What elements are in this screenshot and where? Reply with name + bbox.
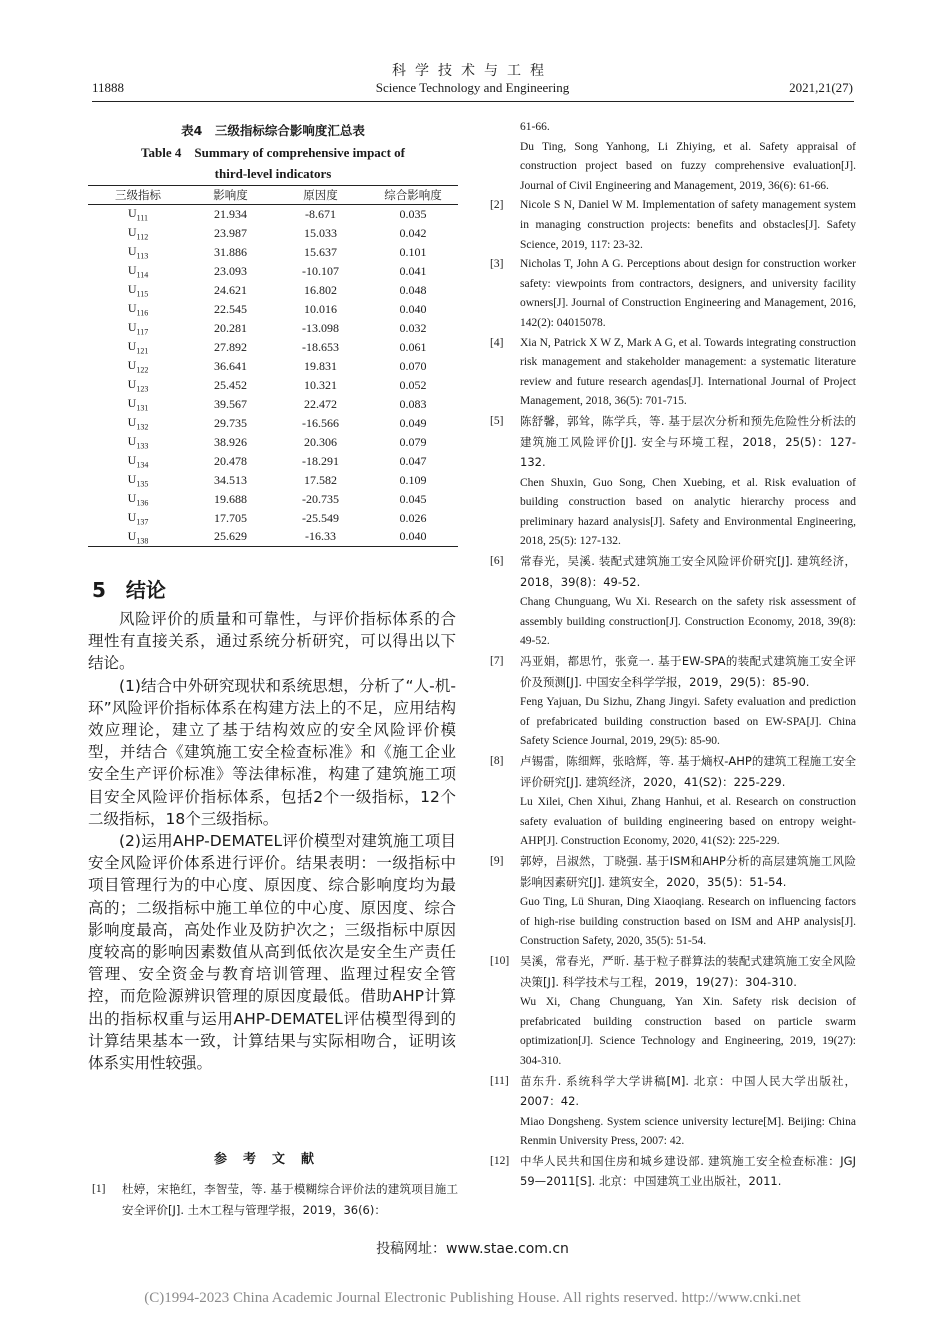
- table-cell: $U_{132}$: [127, 414, 149, 432]
- reference-number: [6]: [490, 555, 504, 568]
- table-cell: $U_{121}$: [127, 338, 149, 356]
- table-cell: 17.582: [304, 472, 337, 487]
- reference-text-zh: 卢锡雷，陈细辉，张晗辉，等. 基于熵权-AHP的建筑工程施工安全评价研究[J]. 建筑经济，2020，41(S2)：225-229.: [520, 754, 856, 789]
- reference-item: [490, 1072, 856, 1152]
- table-cell: 0.040: [368, 528, 458, 547]
- table-cell: 0.035: [399, 206, 427, 221]
- table-row: [88, 528, 458, 547]
- journal-title-zh: 科学技术与工程: [392, 63, 553, 79]
- table-cell: 0.041: [399, 263, 427, 278]
- table-row: [88, 281, 458, 300]
- reference-text-en: Lu Xilei, Chen Xihui, Zhang Hanhui, et al. Research on construction safety evaluation of building engineering based on entropy weight-AHP[J]. Construction Economy, 2020, 41(S2): 225-229.: [520, 796, 856, 848]
- table-row: [88, 490, 458, 509]
- table-cell: $U_{122}$: [127, 357, 149, 375]
- reference-text-en: Chang Chunguang, Wu Xi. Research on the safety risk assessment of assembly building construction[J]. Construction Economy, 2018, 39(8): 49-52.: [520, 596, 856, 648]
- table-cell: $U_{113}$: [127, 243, 149, 261]
- table-cell: 17.705: [214, 510, 247, 525]
- table-cell: $U_{138}$: [88, 528, 188, 547]
- table-cell: $U_{135}$: [127, 471, 149, 489]
- table-cell: 20.281: [214, 320, 247, 335]
- table-cell: $U_{131}$: [127, 395, 149, 413]
- table-row: [88, 395, 458, 414]
- section-title: 结论: [125, 578, 166, 602]
- issue-info: 2021,21(27): [789, 80, 853, 95]
- reference-number: [5]: [490, 414, 504, 427]
- reference-text-zh: 中华人民共和国住房和城乡建设部. 建筑施工安全检查标准：JGJ 59—2011[S]. 北京：中国建筑工业出版社，2011.: [520, 1153, 856, 1189]
- table-cell: 0.045: [399, 491, 427, 506]
- paragraph: (1)结合中外研究现状和系统思想，分析了“人-机-环”风险评价指标体系在构建方法上的不足，应用结构效应理论，建立了基于结构效应的安全风险评价模型，并结合《建筑施工安全检查标准》和《施工企业安全生产评价标准》等法律标准，构建了建筑施工项目安全风险评价指标体系，包括2个一级指标，12个二级指标，18个三级指标。: [88, 676, 456, 828]
- reference-text-zh: 郭婷，吕淑然，丁晓强. 基于ISM和AHP分析的高层建筑施工风险影响因素研究[J]. 建筑安全，2020，35(5)：51-54.: [520, 853, 856, 889]
- table-row: [88, 414, 458, 433]
- reference-text-zh: 杜婷，宋艳红，李智莹，等. 基于模糊综合评价法的建筑项目施工安全评价[J]. 土木工程与管理学报，2019，36(6)：: [122, 1182, 458, 1217]
- table-cell: 25.452: [214, 377, 247, 392]
- table-cell: 34.513: [214, 472, 247, 487]
- table-row: [88, 243, 458, 262]
- references-left-column: [92, 1180, 458, 1221]
- table-cell: $U_{137}$: [127, 509, 149, 527]
- table-cell: 36.641: [214, 358, 247, 373]
- table-row: [88, 452, 458, 471]
- table-cell: 31.886: [214, 244, 247, 259]
- reference-item: [490, 412, 856, 552]
- submission-url: 投稿网址：www.stae.com.cn: [376, 1241, 569, 1257]
- table-cell: -16.566: [302, 415, 339, 430]
- paragraph: 风险评价的质量和可靠性，与评价指标体系的合理性有直接关系，通过系统分析研究，可以得出以下结论。: [88, 610, 456, 673]
- table-cell: 0.070: [399, 358, 427, 373]
- reference-text-en: Nicholas T, John A G. Perceptions about design for construction worker safety: viewpoints from contractors, designers, and university facility owners[J]. Journal of Construction Engineering and Management, 2016, 142(2): 04015078.: [520, 258, 856, 329]
- table-cell: 24.621: [214, 282, 247, 297]
- reference-text-zh: 吴溪，常春光，严昕. 基于粒子群算法的装配式建筑施工安全风险决策[J]. 科学技术与工程，2019，19(27)：304-310.: [520, 953, 856, 989]
- table-cell: 0.048: [399, 282, 427, 297]
- table-cell: $U_{134}$: [127, 452, 149, 470]
- reference-item: [490, 138, 856, 197]
- table-cell: 0.109: [399, 472, 427, 487]
- table-cell: 15.637: [304, 244, 337, 259]
- table-cell: $U_{136}$: [127, 490, 149, 508]
- journal-title-en: Science Technology and Engineering: [375, 80, 570, 95]
- table-cell: -18.653: [302, 339, 339, 354]
- reference-text-zh: 苗东升. 系统科学大学讲稿[M]. 北京：中国人民大学出版社，2007：42.: [520, 1073, 856, 1109]
- reference-text-en: Guo Ting, Lü Shuran, Ding Xiaoqiang. Research on influencing factors of high-rise building construction based on ISM and AHP analysis[J]. Construction Safety, 2020, 35(5): 51-54.: [520, 896, 856, 948]
- table-cell: 27.892: [214, 339, 247, 354]
- table-cell: $U_{114}$: [127, 262, 149, 280]
- table-cell: 0.061: [399, 339, 427, 354]
- table-cell: 39.567: [214, 396, 247, 411]
- references-right-column: [490, 118, 856, 1193]
- reference-number: [2]: [490, 199, 504, 212]
- table-cell: 0.083: [399, 396, 427, 411]
- reference-number: [1]: [92, 1183, 106, 1195]
- table-cell: 10.016: [304, 301, 337, 316]
- table-row: [88, 224, 458, 243]
- reference-item: [490, 652, 856, 752]
- table-row: [88, 338, 458, 357]
- paragraph: (2)运用AHP-DEMATEL评价模型对建筑施工项目安全风险评价体系进行评价。结果表明：一级指标中项目管理行为的中心度、原因度、综合影响度均为最高的；二级指标中施工单位的中心度、原因度、综合影响度最高，高处作业及防护次之；三级指标中原因度较高的影响因素数值从高到低依次是安全生产责任管理、安全资金与教育培训管理、监理过程安全管控，而危险源辨识管理的原因度最低。借助AHP计算出的指标权重与运用AHP-DEMATEL评估模型得到的计算结果基本一致，计算结果与实际相吻合，证明该体系实用性较强。: [88, 832, 456, 1073]
- table-cell: 20.306: [304, 434, 337, 449]
- table-cell: $U_{112}$: [127, 224, 149, 242]
- table-cell: $U_{117}$: [127, 319, 149, 337]
- reference-item: [490, 255, 856, 333]
- table-cell: 0.047: [399, 453, 427, 468]
- reference-text-zh: 陈舒馨，郭耸，陈学兵，等. 基于层次分析和预先危险性分析法的建筑施工风险评价[J]. 安全与环境工程，2018，25(5)：127-132.: [520, 413, 856, 470]
- table-header-row: [88, 186, 458, 205]
- section-heading: [92, 574, 166, 603]
- table-cell: 38.926: [214, 434, 247, 449]
- table-cell: $U_{123}$: [127, 376, 149, 394]
- table-cell: 0.049: [399, 415, 427, 430]
- table-cell: 0.052: [399, 377, 427, 392]
- table-cell: 23.987: [214, 225, 247, 240]
- reference-text-en: Du Ting, Song Yanhong, Li Zhiying, et al. Safety appraisal of construction project based on fuzzy comprehensive evaluation[J]. Journal of Civil Engineering and Management, 2019, 36(6): 61-66.: [520, 140, 856, 192]
- table-cell: 16.802: [304, 282, 337, 297]
- page-number: 11888: [92, 80, 125, 95]
- reference-text-en: Wu Xi, Chang Chunguang, Yan Xin. Safety risk decision of prefabricated building construction based on particle swarm optimization[J]. Science Technology and Engineering, 2019, 19(27): 304-310.: [520, 996, 856, 1067]
- table-caption-en: [88, 142, 458, 184]
- reference-text-en: 61-66.: [520, 121, 550, 133]
- table-cell: $U_{115}$: [127, 281, 149, 299]
- table-header-cell: 综合影响度: [368, 186, 458, 205]
- table-cell: 29.735: [214, 415, 247, 430]
- reference-number: [8]: [490, 755, 504, 767]
- reference-text-en: Chen Shuxin, Guo Song, Chen Xuebing, et al. Risk evaluation of building construction based on analytic hierarchy process and preliminary hazard analysis[J]. Safety and Environmental Engineering, 2018, 25(5): 127-132.: [520, 476, 856, 548]
- reference-item: [92, 1180, 458, 1221]
- table-cell: 0.101: [399, 244, 427, 259]
- reference-item: [490, 952, 856, 1072]
- table-cell: $U_{116}$: [127, 300, 149, 318]
- reference-number: [11]: [490, 1074, 509, 1087]
- table-cell: $U_{111}$: [127, 206, 149, 223]
- table-cell: -18.291: [302, 453, 339, 468]
- table-cell: 10.321: [304, 377, 337, 392]
- table-header-cell: 原因度: [273, 186, 368, 205]
- section-number: 5: [92, 578, 106, 602]
- table-cell: 0.026: [399, 510, 427, 525]
- impact-table: [88, 185, 458, 547]
- table-cell: 21.934: [214, 206, 247, 221]
- references-heading: 参考文献: [213, 1152, 330, 1167]
- table-cell: 0.079: [399, 434, 427, 449]
- table-cell: 19.831: [304, 358, 337, 373]
- table-cell: 20.478: [214, 453, 247, 468]
- table-cell: -10.107: [302, 263, 339, 278]
- conclusion-body: [88, 608, 456, 1074]
- table-caption-en-line1: Table 4 Summary of comprehensive impact of: [141, 145, 405, 160]
- table-cell: 22.545: [214, 301, 247, 316]
- table-cell: -13.098: [302, 320, 339, 335]
- table-row: [88, 319, 458, 338]
- table-row: [88, 205, 458, 224]
- reference-text-en: Feng Yajuan, Du Sizhu, Zhang Jingyi. Safety evaluation and prediction of prefabricated building construction based on EW-SPA[J]. China Safety Science Journal, 2019, 29(5): 85-90.: [520, 696, 856, 748]
- table-row: [88, 471, 458, 490]
- table-header-cell: 三级指标: [88, 186, 188, 205]
- table-row: [88, 262, 458, 281]
- reference-number: [10]: [490, 954, 510, 967]
- reference-item: [490, 118, 856, 138]
- table-caption-en-line2: third-level indicators: [214, 166, 332, 181]
- table-row: [88, 376, 458, 395]
- table-row: [88, 357, 458, 376]
- table-cell: -20.735: [302, 491, 339, 506]
- table-cell: 22.472: [304, 396, 337, 411]
- table-row: [88, 509, 458, 528]
- reference-item: [490, 1152, 856, 1193]
- table-cell: 0.040: [399, 301, 427, 316]
- table-cell: $U_{133}$: [127, 433, 149, 451]
- table-cell: 0.032: [399, 320, 427, 335]
- table-cell: -8.671: [305, 206, 336, 221]
- table-row: [88, 300, 458, 319]
- table-cell: 19.688: [214, 491, 247, 506]
- reference-text-en: Xia N, Patrick X W Z, Mark A G, et al. Towards integrating construction risk management and stakeholder management: a systematic literature review and future research agendas[J]. International Journal of Project Management, 2018, 36(5): 701-715.: [520, 336, 856, 408]
- reference-item: [490, 334, 856, 412]
- reference-number: [4]: [490, 336, 504, 349]
- table-cell: -25.549: [302, 510, 339, 525]
- reference-number: [7]: [490, 655, 504, 668]
- table-cell: 15.033: [304, 225, 337, 240]
- table-caption-zh: 表4 三级指标综合影响度汇总表: [181, 123, 365, 138]
- header-divider: [92, 101, 854, 102]
- reference-number: [12]: [490, 1154, 510, 1167]
- reference-item: [490, 852, 856, 952]
- reference-number: [3]: [490, 258, 504, 271]
- reference-text-en: Nicole S N, Daniel W M. Implementation of safety management system in managing construction projects: benefits and obstacles[J]. Safety Science, 2019, 117: 23-32.: [520, 199, 856, 251]
- reference-item: [490, 752, 856, 852]
- reference-number: [9]: [490, 854, 504, 867]
- reference-item: [490, 552, 856, 652]
- table-body: [88, 205, 458, 547]
- reference-text-en: Miao Dongsheng. System science university lecture[M]. Beijing: China Renmin University Press, 2007: 42.: [520, 1115, 856, 1148]
- reference-item: [490, 196, 856, 255]
- reference-text-zh: 常春光，吴溪. 装配式建筑施工安全风险评价研究[J]. 建筑经济，2018，39(8)：49-52.: [520, 554, 856, 589]
- table-cell: 0.042: [399, 225, 427, 240]
- table-cell: 25.629: [188, 528, 273, 547]
- table-header-cell: 影响度: [188, 186, 273, 205]
- copyright-notice: (C)1994-2023 China Academic Journal Electronic Publishing House. All rights reserved. http://www.cnki.net: [144, 1290, 801, 1306]
- reference-text-zh: 冯亚娟，都思竹，张竟一. 基于EW-SPA的装配式建筑施工安全评价及预测[J]. 中国安全科学学报，2019，29(5)：85-90.: [520, 654, 856, 689]
- table-row: [88, 433, 458, 452]
- table-cell: -16.33: [273, 528, 368, 547]
- table-cell: 23.093: [214, 263, 247, 278]
